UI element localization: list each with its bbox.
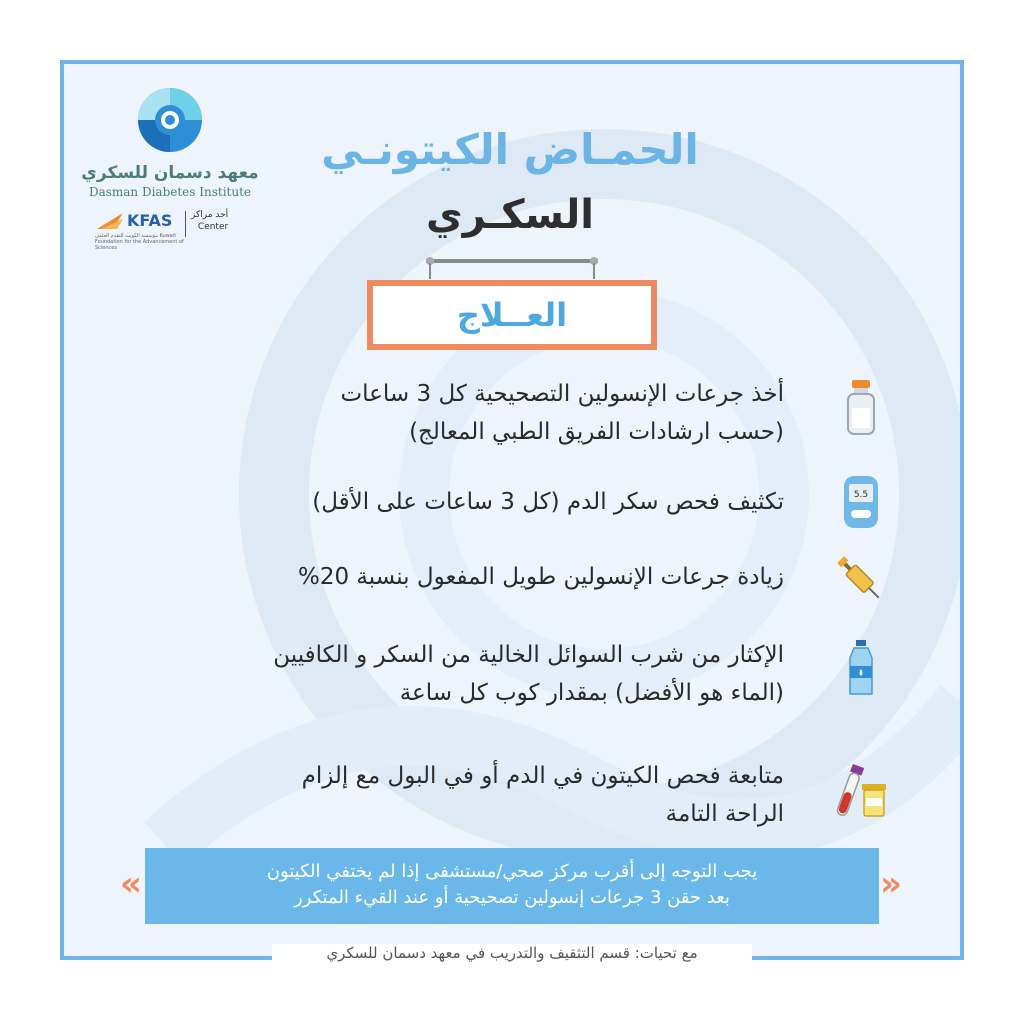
kfas-foundation-text: مؤسسة الكويت للتقدم العلمي Kuwait Foundation for the Advancement of Sciences <box>95 233 184 251</box>
kfas-logo <box>95 205 245 251</box>
treatment-sign <box>367 280 657 350</box>
glucometer-icon <box>836 472 886 532</box>
kfas-center-en: Center <box>197 222 229 232</box>
list-item <box>164 636 784 712</box>
banner-line1: يجب التوجه إلى أقرب مركز صحي/مستشفى إذا لم يختفي الكيتون <box>266 861 758 882</box>
chevron-left-icon: « <box>120 864 142 904</box>
list-item <box>164 483 784 521</box>
item-line1: تكثيف فحص سكر الدم (كل 3 ساعات على الأقل) <box>312 489 784 515</box>
item-line2: الراحة التامة <box>665 801 784 827</box>
item-line2: (الماء هو الأفضل) بمقدار كوب كل ساعة <box>399 680 784 706</box>
footer-credit: مع تحيات: قسم التثقيف والتدريب في معهد دسمان للسكري <box>272 944 752 962</box>
kfas-center-ar: أحد مراكز <box>191 210 229 220</box>
syringe-icon <box>834 548 884 608</box>
warning-banner <box>145 848 879 924</box>
list-item <box>164 375 784 451</box>
dasman-swirl-icon <box>135 85 205 155</box>
banner-line2: بعد حقن 3 جرعات إنسولين تصحيحية أو عند القيء المتكرر <box>294 887 730 908</box>
treatment-label: العــلاج <box>456 296 568 334</box>
dasman-logo <box>80 85 260 199</box>
kfas-center-label <box>191 209 228 233</box>
item-line1: متابعة فحص الكيتون في الدم أو في البول مع إلزام <box>301 763 784 789</box>
item-line1: الإكثار من شرب السوائل الخالية من السكر و الكافيين <box>273 642 784 668</box>
sign-hanger <box>426 257 598 279</box>
kfas-divider <box>185 211 186 237</box>
test-tube-icon <box>834 762 890 822</box>
title-line2: السكـري <box>426 192 594 238</box>
item-line2: (حسب ارشادات الفريق الطبي المعالج) <box>409 419 784 445</box>
kfas-label: KFAS <box>127 211 173 230</box>
list-item <box>164 558 784 596</box>
vial-icon <box>836 378 886 438</box>
logo-name-en: Dasman Diabetes Institute <box>88 185 252 199</box>
glucometer-reading: 5.5 <box>853 490 869 500</box>
list-item <box>164 757 784 833</box>
item-line1: أخذ جرعات الإنسولين التصحيحية كل 3 ساعات <box>340 381 784 407</box>
water-bottle-icon <box>836 638 886 698</box>
kfas-wing-icon <box>95 209 125 233</box>
chevron-right-icon: » <box>880 864 902 904</box>
item-line1: زيادة جرعات الإنسولين طويل المفعول بنسبة 20% <box>297 564 784 590</box>
logo-name-ar: معهد دسمان للسكري <box>81 163 259 183</box>
title-line1: الحمـاض الكيتونـي <box>321 125 699 174</box>
